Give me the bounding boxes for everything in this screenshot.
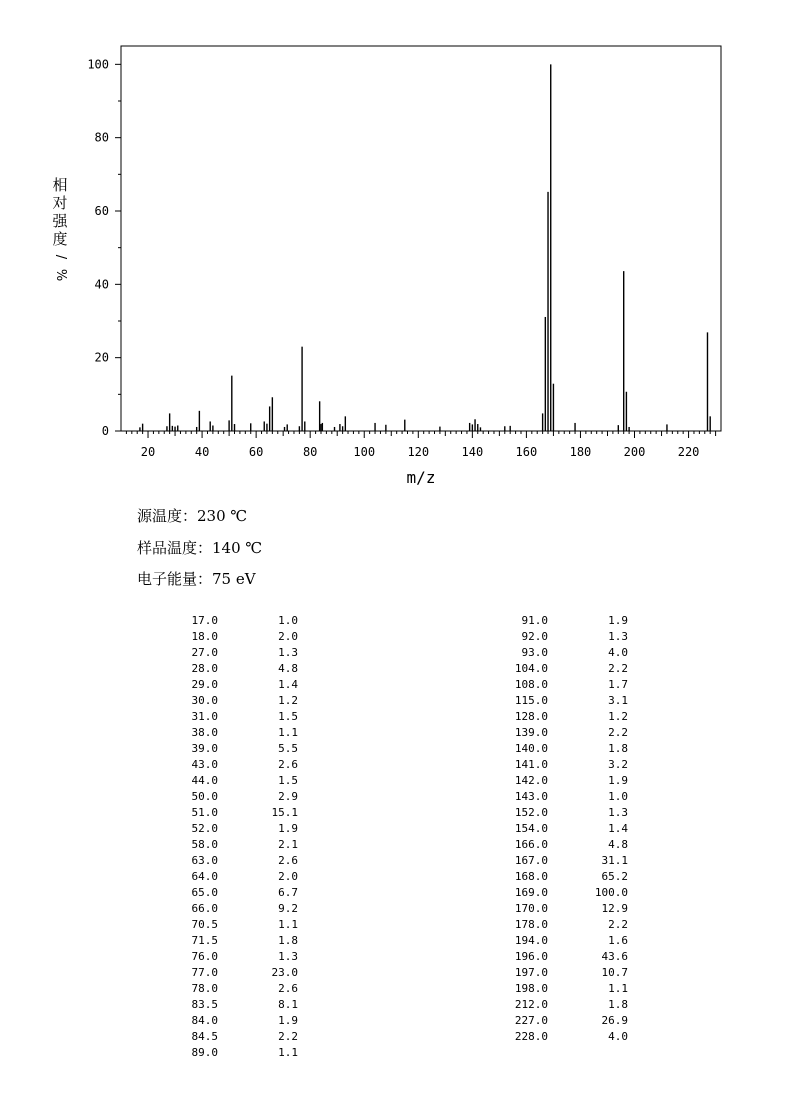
condition-electron-energy xyxy=(137,568,262,600)
peak-row xyxy=(150,1029,320,1045)
peak-abundance: 3.2 xyxy=(608,758,628,771)
peak-abundance: 1.2 xyxy=(278,694,298,707)
peak-abundance: 26.9 xyxy=(601,1014,628,1027)
peak-mz: 108.0 xyxy=(514,678,548,691)
x-tick-label: 40 xyxy=(194,445,210,459)
y-axis-label-char: % xyxy=(53,268,68,282)
peak-abundance: 2.2 xyxy=(278,1030,298,1043)
peak-abundance: 1.1 xyxy=(278,918,298,931)
peak-mz: 71.5 xyxy=(191,934,218,947)
peak-row xyxy=(480,837,650,853)
peak-abundance: 31.1 xyxy=(601,854,628,867)
y-tick-label: 0 xyxy=(101,424,109,438)
peak-row xyxy=(150,725,320,741)
peak-row xyxy=(150,885,320,901)
peak-mz: 39.0 xyxy=(191,742,218,755)
peak-abundance: 2.2 xyxy=(608,726,628,739)
peak-abundance: 2.2 xyxy=(608,918,628,931)
peak-row xyxy=(480,741,650,757)
peak-abundance: 4.0 xyxy=(608,646,628,659)
peak-abundance: 1.5 xyxy=(278,774,298,787)
y-axis-label-stack xyxy=(50,176,70,284)
peak-row xyxy=(150,853,320,869)
peak-abundance: 5.5 xyxy=(278,742,298,755)
condition-label: 源温度： xyxy=(137,507,198,525)
peak-abundance: 23.0 xyxy=(271,966,298,979)
peak-mz: 143.0 xyxy=(514,790,548,803)
peak-abundance: 1.3 xyxy=(608,806,628,819)
peak-abundance: 1.3 xyxy=(278,950,298,963)
x-tick-label: 140 xyxy=(461,445,484,459)
peak-mz: 76.0 xyxy=(191,950,218,963)
peak-row xyxy=(480,709,650,725)
peak-row xyxy=(150,837,320,853)
peak-mz: 89.0 xyxy=(191,1046,218,1059)
peak-mz: 152.0 xyxy=(514,806,548,819)
peak-abundance: 1.1 xyxy=(608,982,628,995)
peak-mz: 139.0 xyxy=(514,726,548,739)
y-axis-label-char: 强 xyxy=(52,212,68,230)
peak-row xyxy=(150,997,320,1013)
peak-row xyxy=(150,901,320,917)
peak-abundance: 1.1 xyxy=(278,726,298,739)
peak-mz: 170.0 xyxy=(514,902,548,915)
peak-abundance: 1.9 xyxy=(608,614,628,627)
peak-abundance: 1.7 xyxy=(608,678,628,691)
x-axis-label: m/z xyxy=(406,468,436,487)
y-tick-label: 20 xyxy=(94,350,109,365)
peak-abundance: 1.4 xyxy=(608,822,628,835)
peak-abundance: 1.0 xyxy=(608,790,628,803)
condition-label: 样品温度： xyxy=(137,538,213,557)
peak-row xyxy=(150,741,320,757)
peak-abundance: 1.9 xyxy=(278,822,298,835)
peak-mz: 194.0 xyxy=(514,934,548,947)
plot-frame xyxy=(121,46,721,431)
peak-row xyxy=(150,613,320,629)
peak-mz: 140.0 xyxy=(514,742,548,755)
y-axis-label-char: / xyxy=(53,254,68,260)
peak-mz: 115.0 xyxy=(514,694,548,707)
peak-mz: 52.0 xyxy=(191,822,218,835)
peak-mz: 197.0 xyxy=(514,966,548,979)
peak-mz: 93.0 xyxy=(521,646,548,659)
peak-mz: 30.0 xyxy=(191,694,218,707)
peak-row xyxy=(150,869,320,885)
peak-mz: 198.0 xyxy=(514,982,548,995)
peak-abundance: 4.8 xyxy=(608,838,628,851)
peak-mz: 43.0 xyxy=(191,758,218,771)
peak-row xyxy=(480,805,650,821)
peak-row xyxy=(480,789,650,805)
peak-mz: 44.0 xyxy=(191,774,218,787)
peak-row xyxy=(480,629,650,645)
peak-row xyxy=(480,933,650,949)
peak-mz: 27.0 xyxy=(191,646,218,659)
condition-value: 75 eV xyxy=(212,570,256,588)
condition-source-temp xyxy=(137,505,262,537)
peak-mz: 78.0 xyxy=(191,982,218,995)
peak-abundance: 8.1 xyxy=(278,998,298,1011)
x-tick-label: 20 xyxy=(140,445,156,459)
peak-mz: 169.0 xyxy=(514,886,548,899)
peak-mz: 91.0 xyxy=(521,614,548,627)
peak-table-right xyxy=(480,613,650,1045)
peak-mz: 196.0 xyxy=(514,950,548,963)
peak-abundance: 1.1 xyxy=(278,1046,298,1059)
peak-abundance: 1.2 xyxy=(608,710,628,723)
peak-table-left xyxy=(150,613,320,1061)
peak-mz: 64.0 xyxy=(191,870,218,883)
peak-row xyxy=(150,949,320,965)
peak-mz: 18.0 xyxy=(191,630,218,643)
condition-sample-temp xyxy=(137,537,262,569)
peak-mz: 104.0 xyxy=(514,662,548,675)
peak-mz: 83.5 xyxy=(191,998,218,1011)
peak-mz: 141.0 xyxy=(514,758,548,771)
peak-row xyxy=(150,805,320,821)
peak-row xyxy=(150,821,320,837)
peak-row xyxy=(480,773,650,789)
peak-abundance: 6.7 xyxy=(278,886,298,899)
peak-row xyxy=(480,981,650,997)
peak-row xyxy=(480,853,650,869)
peak-row xyxy=(150,693,320,709)
peak-mz: 227.0 xyxy=(514,1014,548,1027)
peak-mz: 66.0 xyxy=(191,902,218,915)
peak-row xyxy=(480,869,650,885)
x-tick-label: 120 xyxy=(407,445,430,459)
peak-row xyxy=(150,773,320,789)
peak-row xyxy=(480,725,650,741)
peak-mz: 58.0 xyxy=(191,838,218,851)
condition-label: 电子能量： xyxy=(137,570,213,588)
peak-abundance: 2.2 xyxy=(608,662,628,675)
peak-row xyxy=(480,917,650,933)
peak-row xyxy=(480,661,650,677)
condition-value: 230 ℃ xyxy=(197,507,248,525)
peak-row xyxy=(480,613,650,629)
condition-value: 140 ℃ xyxy=(212,538,263,557)
y-tick-label: 100 xyxy=(87,57,109,72)
peak-row xyxy=(480,885,650,901)
x-tick-label: 220 xyxy=(677,445,700,459)
peak-mz: 154.0 xyxy=(514,822,548,835)
peak-abundance: 1.9 xyxy=(608,774,628,787)
peak-mz: 77.0 xyxy=(191,966,218,979)
peak-row xyxy=(150,661,320,677)
peak-row xyxy=(480,645,650,661)
peak-abundance: 1.3 xyxy=(608,630,628,643)
spectrum-bars xyxy=(140,64,710,431)
peak-abundance: 1.8 xyxy=(608,998,628,1011)
peak-row xyxy=(480,965,650,981)
peak-abundance: 1.8 xyxy=(278,934,298,947)
peak-row xyxy=(150,757,320,773)
x-tick-label: 160 xyxy=(515,445,538,459)
peak-abundance: 2.1 xyxy=(278,838,298,851)
peak-abundance: 2.9 xyxy=(278,790,298,803)
peak-mz: 29.0 xyxy=(191,678,218,691)
peak-mz: 84.5 xyxy=(191,1030,218,1043)
x-tick-label: 60 xyxy=(248,445,264,459)
peak-abundance: 100.0 xyxy=(594,886,628,899)
y-tick-label: 60 xyxy=(94,204,109,218)
peak-mz: 168.0 xyxy=(514,870,548,883)
peak-mz: 142.0 xyxy=(514,774,548,787)
peak-abundance: 2.0 xyxy=(278,630,298,643)
peak-abundance: 2.6 xyxy=(278,758,298,771)
peak-abundance: 43.6 xyxy=(601,950,628,963)
peak-abundance: 2.6 xyxy=(278,982,298,995)
peak-abundance: 4.8 xyxy=(278,662,298,675)
peak-abundance: 2.0 xyxy=(278,870,298,883)
peak-row xyxy=(150,645,320,661)
y-axis-label-char: 对 xyxy=(52,194,68,212)
peak-row xyxy=(150,965,320,981)
peak-mz: 128.0 xyxy=(514,710,548,723)
peak-mz: 17.0 xyxy=(191,614,218,627)
peak-row xyxy=(150,1013,320,1029)
peak-abundance: 1.3 xyxy=(278,646,298,659)
peak-row xyxy=(480,1029,650,1045)
peak-row xyxy=(480,1013,650,1029)
peak-abundance: 1.0 xyxy=(278,614,298,627)
peak-mz: 70.5 xyxy=(191,918,218,931)
x-tick-label: 100 xyxy=(353,445,376,459)
peak-mz: 212.0 xyxy=(514,998,548,1011)
x-tick-label: 200 xyxy=(623,445,646,459)
peak-row xyxy=(150,933,320,949)
y-axis-label-char: 相 xyxy=(52,176,68,194)
peak-mz: 50.0 xyxy=(191,790,218,803)
peak-abundance: 10.7 xyxy=(601,966,628,979)
peak-abundance: 2.6 xyxy=(278,854,298,867)
peak-mz: 92.0 xyxy=(521,630,548,643)
y-axis-label-char: 度 xyxy=(52,230,68,248)
peak-abundance: 4.0 xyxy=(608,1030,628,1043)
conditions xyxy=(137,505,262,600)
peak-mz: 38.0 xyxy=(191,726,218,739)
peak-abundance: 1.8 xyxy=(608,742,628,755)
peak-abundance: 12.9 xyxy=(601,902,628,915)
y-tick-label: 80 xyxy=(94,130,109,145)
peak-row xyxy=(480,949,650,965)
peak-mz: 63.0 xyxy=(191,854,218,867)
peak-mz: 28.0 xyxy=(191,662,218,675)
peak-abundance: 9.2 xyxy=(278,902,298,915)
peak-row xyxy=(150,981,320,997)
peak-abundance: 65.2 xyxy=(601,870,628,883)
peak-row xyxy=(480,997,650,1013)
peak-row xyxy=(150,677,320,693)
peak-abundance: 1.9 xyxy=(278,1014,298,1027)
y-tick-label: 40 xyxy=(94,277,109,292)
peak-row xyxy=(480,693,650,709)
peak-mz: 166.0 xyxy=(514,838,548,851)
peak-abundance: 15.1 xyxy=(271,806,298,819)
peak-mz: 51.0 xyxy=(191,806,218,819)
peak-mz: 178.0 xyxy=(514,918,548,931)
peak-row xyxy=(480,677,650,693)
peak-abundance: 3.1 xyxy=(608,694,628,707)
peak-row xyxy=(480,901,650,917)
peak-abundance: 1.4 xyxy=(278,678,298,691)
peak-abundance: 1.6 xyxy=(608,934,628,947)
peak-row xyxy=(150,1045,320,1061)
y-axis-label xyxy=(50,176,70,284)
peak-row xyxy=(480,821,650,837)
peak-mz: 31.0 xyxy=(191,710,218,723)
peak-row xyxy=(480,757,650,773)
peak-row xyxy=(150,709,320,725)
peak-mz: 65.0 xyxy=(191,886,218,899)
peak-row xyxy=(150,789,320,805)
peak-abundance: 1.5 xyxy=(278,710,298,723)
peak-mz: 228.0 xyxy=(514,1030,548,1043)
x-tick-label: 80 xyxy=(302,445,318,459)
peak-row xyxy=(150,917,320,933)
peak-row xyxy=(150,629,320,645)
x-tick-label: 180 xyxy=(569,445,592,459)
peak-mz: 84.0 xyxy=(191,1014,218,1027)
peak-mz: 167.0 xyxy=(514,854,548,867)
mass-spectrum-chart xyxy=(0,0,794,500)
